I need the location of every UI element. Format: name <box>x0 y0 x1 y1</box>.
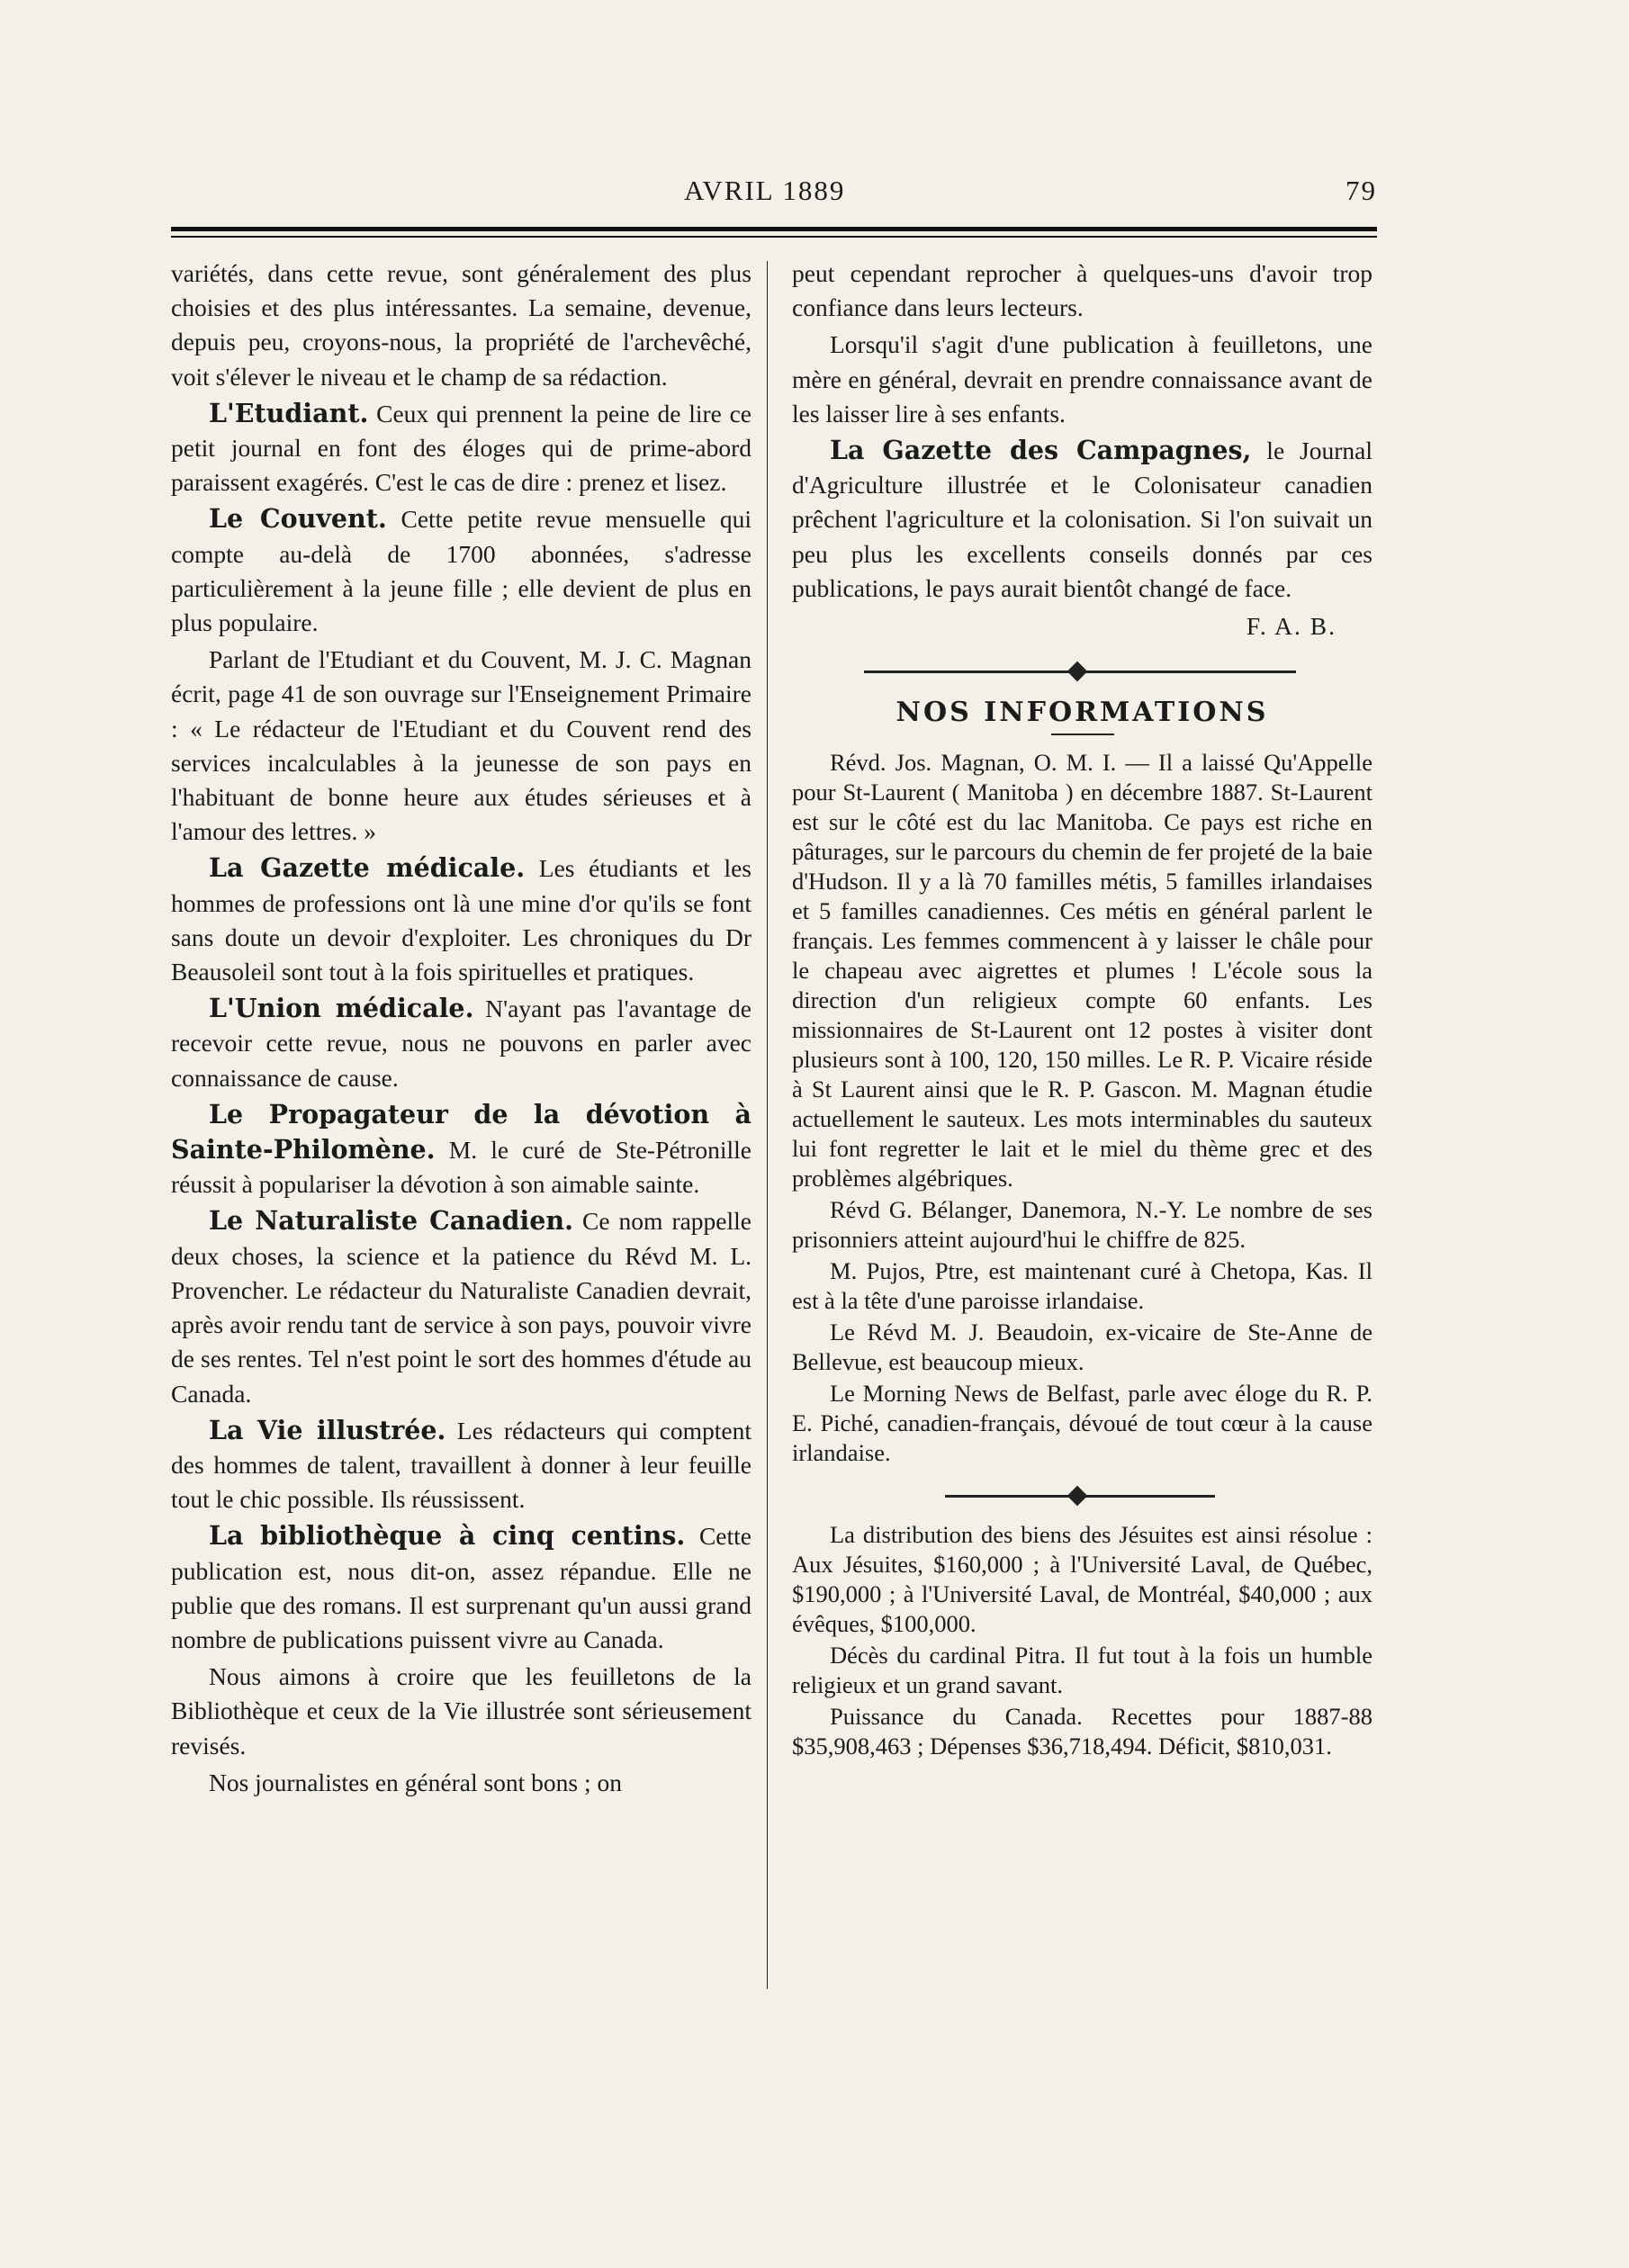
paragraph: Le Propagateur de la dévotion à Sainte-Philomène. M. le curé de Ste-Pétronille réussit à populariser la dévotion à son aimable sainte. <box>171 1098 752 1199</box>
news-item: M. Pujos, Ptre, est maintenant curé à Chetopa, Kas. Il est à la tête d'une paroisse irlandaise. <box>792 1257 1372 1315</box>
left-column <box>171 256 752 1802</box>
news-item: Puissance du Canada. Recettes pour 1887-88 $35,908,463 ; Dépenses $36,718,494. Déficit, $810,031. <box>792 1703 1372 1760</box>
publication-title: Le Couvent. <box>209 503 387 535</box>
ornament-divider <box>792 1480 1372 1511</box>
news-list <box>792 748 1372 1468</box>
paragraph: Le Couvent. Cette petite revue mensuelle qui compte au-delà de 1700 abonnées, s'adresse particulièrement à la jeune fille ; elle devient de plus en plus populaire. <box>171 503 752 637</box>
paragraph: La Gazette des Campagnes, le Journal d'Agriculture illustrée et le Colonisateur canadien prêchent l'agriculture et la colonisation. Si l'on suivait un peu plus les excellents conseils donnés par ces publications, le pays aurait bientôt changé de face. <box>792 435 1372 602</box>
news-item: La distribution des biens des Jésuites est ainsi résolue : Aux Jésuites, $160,000 ; à l'Université Laval, de Québec, $190,000 ; à l'Université Laval, de Montréal, $40,000 ; aux évêques, $100,000. <box>792 1521 1372 1638</box>
paragraph: Le Naturaliste Canadien. Ce nom rappelle deux choses, la science et la patience du Révd M. L. Provencher. Le rédacteur du Naturaliste Canadien devrait, après avoir rendu tant de service à son pays, pouvoir vivre de ses rentes. Tel n'est point le sort des hommes d'étude au Canada. <box>171 1205 752 1408</box>
news-item: Le Morning News de Belfast, parle avec éloge du R. P. E. Piché, canadien-français, dévoué de tout cœur à la cause irlandaise. <box>792 1380 1372 1467</box>
news-item: Révd. Jos. Magnan, O. M. I. — Il a laissé Qu'Appelle pour St-Laurent ( Manitoba ) en décembre 1887. St-Laurent est sur le côté est du lac Manitoba. Ce pays est riche en pâturages, sur le parcours du chemin de fer projeté de la baie d'Hudson. Il y a là 70 familles métis, 5 familles irlandaises et 5 familles canadiennes. Ces métis en général parlent le français. Les femmes commencent à y laisser le châle pour le chapeau avec aigrettes et plumes ! L'école sous la direction d'un religieux compte 60 enfants. Les missionnaires de St-Laurent ont 12 postes à visiter dont plusieurs sont à 100, 120, 150 milles. Le R. P. Vicaire réside à St Laurent ainsi que le R. P. Gascon. M. Magnan étudie actuellement le sauteux. Les mots interminables du sauteux lui font regretter le lait et le miel du thème grec et des problèmes algébriques. <box>792 749 1372 1192</box>
ornament-diamond-icon <box>1067 1486 1088 1507</box>
news-item: Décès du cardinal Pitra. Il fut tout à la fois un humble religieux et un grand savant. <box>792 1642 1372 1699</box>
publication-title: La Gazette médicale. <box>209 852 526 884</box>
publication-title: La Gazette des Campagnes, <box>830 435 1252 466</box>
header-rule-thin <box>171 236 1377 238</box>
paragraph: Nos journalistes en général sont bons ; on <box>209 1768 623 1796</box>
closing-news-list <box>792 1520 1372 1761</box>
publication-title: L'Union médicale. <box>209 993 474 1024</box>
publication-title: L'Etudiant. <box>209 397 369 428</box>
paragraph: peut cependant reprocher à quelques-uns d'avoir trop confiance dans leurs lecteurs. <box>792 259 1372 322</box>
section-rule <box>1051 734 1114 735</box>
running-title: AVRIL 1889 <box>684 175 846 206</box>
news-item: Révd G. Bélanger, Danemora, N.-Y. Le nombre de ses prisonniers atteint aujourd'hui le chiffre de 825. <box>792 1196 1372 1254</box>
paragraph: variétés, dans cette revue, sont généralement des plus choisies et des plus intéressantes. La semaine, devenue, depuis peu, croyons-nous, la propriété de l'archevêché, voit s'élever le niveau et le champ de sa rédaction. <box>171 259 752 391</box>
paragraph: La Gazette médicale. Les étudiants et les hommes de professions ont là une mine d'or qu'ils se font sans doute un devoir d'exploiter. Les chroniques du Dr Beausoleil sont tout à la fois spirituelles et pratiques. <box>171 852 752 986</box>
paragraph: La bibliothèque à cinq centins. Cette publication est, nous dit-on, assez répandue. Elle ne publie que des romans. Il est surprenant qu'un aussi grand nombre de publications puissent vivre au Canada. <box>171 1520 752 1653</box>
paragraph: La Vie illustrée. Les rédacteurs qui comptent des hommes de talent, travaillent à donner à leur feuille tout le chic possible. Ils réussissent. <box>171 1414 752 1514</box>
paragraph: L'Etudiant. Ceux qui prennent la peine de lire ce petit journal en font des éloges qui de prime-abord paraissent exagérés. C'est le cas de dire : prenez et lisez. <box>171 397 752 497</box>
publication-title: Le Naturaliste Canadien. <box>209 1205 574 1237</box>
publication-title: La Vie illustrée. <box>209 1414 446 1445</box>
paragraph: Lorsqu'il s'agit d'une publication à feuilletons, une mère en général, devrait en prendre connaissance avant de les laisser lire à ses enfants. <box>792 330 1372 428</box>
ornament-diamond-icon <box>1067 662 1088 682</box>
page-header <box>171 171 1377 216</box>
section-heading: NOS INFORMATIONS <box>896 697 1269 729</box>
publication-title: Le Propagateur de la dévotion à Sainte-Philomène. <box>171 1098 752 1166</box>
author-signature: F. A. B. <box>1246 612 1336 641</box>
paragraph: L'Union médicale. N'ayant pas l'avantage de recevoir cette revue, nous ne pouvons en parler avec connaissance de cause. <box>171 993 752 1092</box>
ornament-divider <box>792 656 1372 687</box>
paragraph: Parlant de l'Etudiant et du Couvent, M. J. C. Magnan écrit, page 41 de son ouvrage sur l'Enseignement Primaire : « Le rédacteur de l'Etudiant et du Couvent rend des services incalculables à la jeunesse de son pays en l'habituant de bonne heure aux études sérieuses et à l'amour des lettres. » <box>171 645 752 846</box>
news-item: Le Révd M. J. Beaudoin, ex-vicaire de Ste-Anne de Bellevue, est beaucoup mieux. <box>792 1318 1372 1376</box>
column-divider <box>767 261 768 1989</box>
header-rule-thick <box>171 227 1377 231</box>
page-number: 79 <box>1346 175 1377 206</box>
paragraph: Nous aimons à croire que les feuilletons de la Bibliothèque et ceux de la Vie illustrée sont sérieusement revisés. <box>171 1662 752 1760</box>
publication-title: La bibliothèque à cinq centins. <box>209 1520 686 1552</box>
right-column <box>792 256 1372 1763</box>
